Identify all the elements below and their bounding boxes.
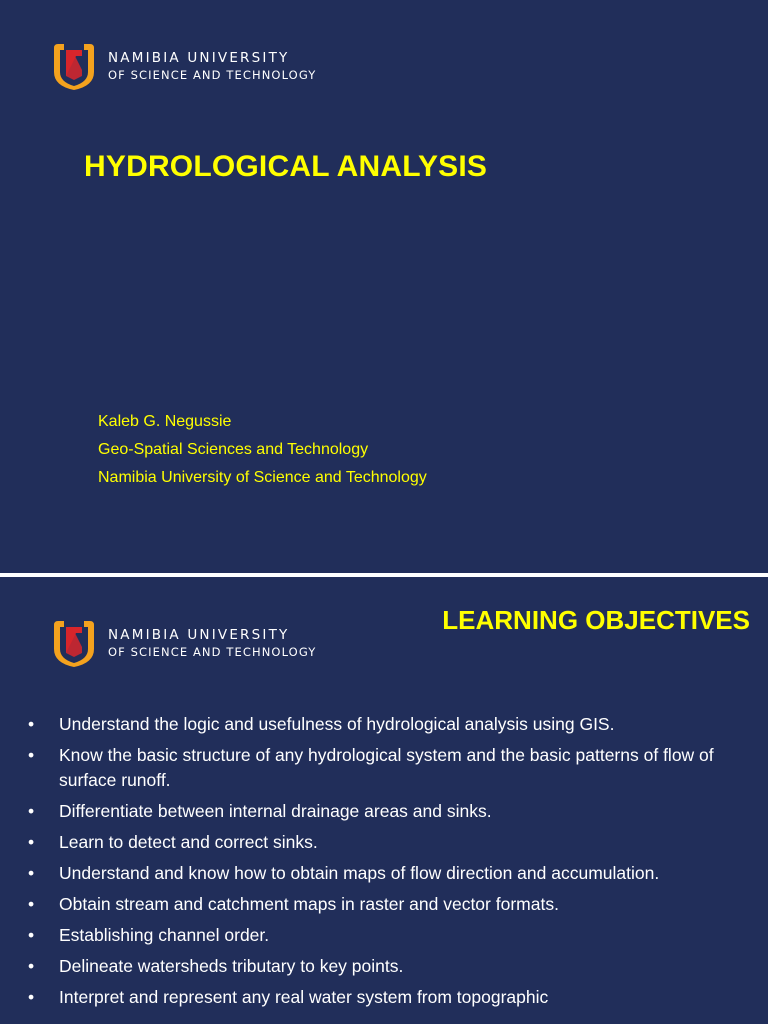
bullet-icon: • bbox=[28, 956, 35, 976]
author-institution: Namibia University of Science and Technology bbox=[98, 469, 427, 486]
bullet-icon: • bbox=[28, 863, 35, 883]
logo-name-line1: NAMIBIA UNIVERSITY bbox=[108, 627, 290, 643]
logo-name-line2: OF SCIENCE AND TECHNOLOGY bbox=[108, 68, 317, 82]
bullet-icon: • bbox=[28, 745, 35, 765]
list-item: • Know the basic structure of any hydrological system and the basic patterns of flow of surface runoff. bbox=[28, 745, 714, 790]
list-item: • Interpret and represent any real water system from topographic bbox=[28, 985, 738, 1010]
logo-name-line2: OF SCIENCE AND TECHNOLOGY bbox=[108, 645, 317, 659]
bullet-icon: • bbox=[28, 832, 35, 852]
bullet-icon: • bbox=[28, 894, 35, 914]
nust-shield-icon bbox=[52, 42, 96, 90]
author-department: Geo-Spatial Sciences and Technology bbox=[98, 441, 369, 458]
list-item: • Establishing channel order. bbox=[28, 923, 738, 948]
nust-shield-icon bbox=[52, 619, 96, 667]
university-logo bbox=[52, 42, 316, 90]
logo-name-line1: NAMIBIA UNIVERSITY bbox=[108, 50, 290, 66]
author-name: Kaleb G. Negussie bbox=[98, 413, 232, 430]
list-item: • Understand the logic and usefulness of hydrological analysis using GIS. bbox=[28, 712, 738, 737]
objectives-list bbox=[28, 712, 738, 1016]
author-block bbox=[98, 408, 427, 492]
bullet-icon: • bbox=[28, 801, 35, 821]
bullet-icon: • bbox=[28, 987, 35, 1007]
list-item: • Understand and know how to obtain maps of flow direction and accumulation. bbox=[28, 861, 738, 886]
list-item: • Obtain stream and catchment maps in raster and vector formats. bbox=[28, 892, 738, 917]
objectives-slide bbox=[0, 577, 768, 1024]
slide-title: HYDROLOGICAL ANALYSIS bbox=[84, 150, 488, 183]
bullet-icon: • bbox=[28, 714, 35, 734]
university-logo bbox=[52, 619, 316, 667]
list-item: • Learn to detect and correct sinks. bbox=[28, 830, 738, 855]
list-item: • Differentiate between internal drainage areas and sinks. bbox=[28, 799, 738, 824]
bullet-icon: • bbox=[28, 925, 35, 945]
slide-title: LEARNING OBJECTIVES bbox=[442, 605, 750, 635]
list-item: • Delineate watersheds tributary to key points. bbox=[28, 954, 738, 979]
